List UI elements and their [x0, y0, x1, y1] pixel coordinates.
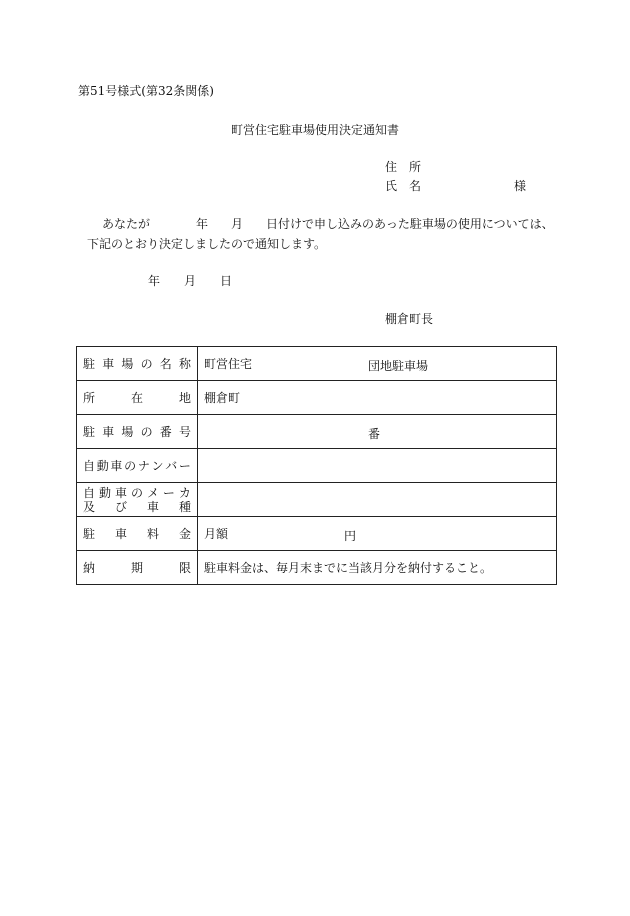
label-char: 自: [83, 485, 96, 500]
row-label: [77, 483, 198, 517]
row-label: [77, 449, 198, 483]
value-suffix: 団地駐車場: [368, 359, 429, 373]
row-label: [77, 381, 198, 415]
row-value: [198, 381, 557, 415]
label-char: 名: [159, 357, 172, 371]
table-row: [77, 483, 557, 517]
form-number: 第51号様式(第32条関係): [78, 84, 214, 98]
label-char: 自: [83, 459, 96, 473]
label-char: 納: [83, 561, 96, 575]
honorific: 様: [514, 179, 527, 193]
label-char: の: [130, 485, 143, 500]
label-char: 車: [102, 425, 115, 439]
label-char: 動: [98, 485, 111, 500]
row-label: [77, 551, 198, 585]
label-char: 番: [159, 425, 172, 439]
label-char: 車: [114, 485, 127, 500]
label-char: 在: [130, 391, 143, 405]
row-label: [77, 517, 198, 551]
label-char: 期: [130, 561, 143, 575]
label-char: ー: [162, 485, 175, 500]
label-char: 号: [178, 425, 191, 439]
value-text: 月額: [204, 527, 229, 541]
row-value: [198, 517, 557, 551]
label-char: 駐: [83, 425, 96, 439]
details-table: [76, 346, 557, 585]
label-char: カ: [178, 485, 191, 500]
date-year: 年: [148, 274, 161, 288]
label-char: 所: [83, 391, 96, 405]
label-char: 車: [114, 527, 127, 541]
label-char: 限: [178, 561, 191, 575]
table-row: [77, 517, 557, 551]
name-label-char-2: 名: [409, 179, 422, 193]
value-suffix: 番: [368, 427, 381, 441]
value-suffix: 円: [344, 529, 357, 543]
label-char: の: [140, 357, 153, 371]
row-value: [198, 347, 557, 381]
document-title: 町営住宅駐車場使用決定通知書: [230, 123, 399, 137]
label-char: 車: [146, 499, 159, 514]
label-char: 駐: [83, 357, 96, 371]
row-value: [198, 449, 557, 483]
date-day: 日: [220, 274, 233, 288]
label-char: 金: [178, 527, 191, 541]
label-char: の: [140, 425, 153, 439]
label-char: 種: [178, 499, 191, 514]
value-text: 棚倉町: [204, 391, 241, 405]
table-row: [77, 449, 557, 483]
table-row: [77, 551, 557, 585]
label-char: び: [114, 499, 127, 514]
table-row: [77, 415, 557, 449]
label-char: ン: [151, 459, 164, 473]
row-label: [77, 415, 198, 449]
body-part-rest: 日付けで申し込みのあった駐車場の使用については、: [266, 217, 554, 231]
body-part-month: 月: [231, 217, 244, 231]
date-month: 月: [184, 274, 197, 288]
value-text: 町営住宅: [204, 357, 253, 371]
label-char: 称: [178, 357, 191, 371]
label-char: ー: [178, 459, 191, 473]
label-char: ナ: [137, 459, 150, 473]
label-char: 車: [110, 459, 123, 473]
table-row: [77, 381, 557, 415]
body-part-year: 年: [196, 217, 209, 231]
label-char: 車: [102, 357, 115, 371]
address-label-char-1: 住: [385, 160, 398, 174]
name-label-char-1: 氏: [385, 179, 398, 193]
label-char: の: [124, 459, 137, 473]
issuer: 棚倉町長: [385, 312, 434, 326]
label-char: 料: [146, 527, 159, 541]
table-row: [77, 347, 557, 381]
label-char: 地: [178, 391, 191, 405]
row-value: [198, 551, 557, 585]
row-label: [77, 347, 198, 381]
address-label-char-2: 所: [409, 160, 422, 174]
value-text: 駐車料金は、毎月末までに当該月分を納付すること。: [204, 561, 493, 575]
body-line-2: 下記のとおり決定しましたので通知します。: [87, 237, 327, 251]
row-value: [198, 415, 557, 449]
label-char: 駐: [83, 527, 96, 541]
label-char: 場: [121, 357, 134, 371]
row-value: [198, 483, 557, 517]
label-char: バ: [165, 459, 178, 473]
label-char: メ: [146, 485, 159, 500]
label-char: 場: [121, 425, 134, 439]
label-char: 及: [83, 499, 96, 514]
body-part-intro: あなたが: [102, 217, 151, 231]
label-char: 動: [96, 459, 109, 473]
